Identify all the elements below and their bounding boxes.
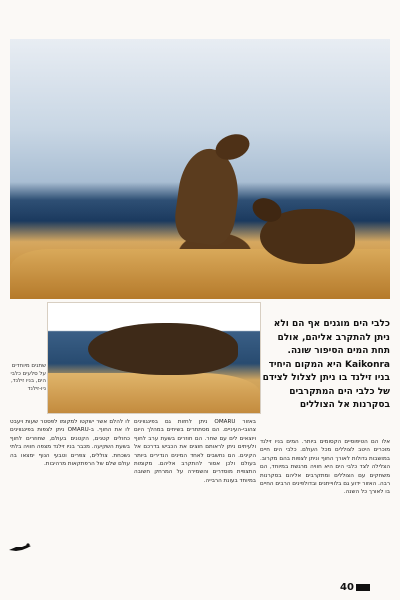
diver-icon: [8, 542, 32, 554]
sea-lions-photo: [10, 39, 390, 299]
caption-line: ניתן להתקרב אליהם, אולם: [277, 332, 390, 343]
small-photo-caption: שתנים מיוחדים על סלעים כלבי הים, בניו זילנד, ניו-זילנד: [10, 363, 46, 392]
text-column-middle: באזור OMARU ניתן לחזות גם בפינגווינים צהובי-העיניים. הם מסתתרים בשיחים במהלך היום ויוצאים לים עם שחר. הם חוזרים בשעת ערב לחוף ולעיתים ניתן לראותם חוצים את הכביש בדרכם אל הקינים. הם נחשבים לאחד המינים הנדירים ביותר בעולם ולכן אסור להתקרב אליהם. מקומות התצפית מוסדרים והשמירה על המרחק חשובה במיוחד בעונת הרבייה.: [134, 419, 256, 484]
caption-line: בסקרנות אל הצוללים: [299, 400, 390, 410]
caption-line: תחת המים הסיפור שונה.: [287, 346, 390, 356]
page-footer: [340, 582, 370, 593]
page-number: 40: [340, 582, 354, 593]
text-column-left: לו להלם אשר ישקטו למקומו לפסטר שעות ויעבט לו את החוף. ב-OMARU ניתן לצפות בפינגווינים כחולים קטנים, הקטנים בעולם, שחוזרים לחוף בשעת השקיעה. מכבר בניו זילנד מצפה חוויה בלתי נשכחת. צוללים, צפרים וטבעי הנוף ימצאו בה עולם שלם של הרפתקאות מרהיבות.: [10, 419, 130, 468]
fur-seal-resting: [88, 323, 238, 375]
rock-shore: [48, 373, 260, 413]
text-column-right: אלו הם הטיפוסיים הקסומים ביותר. המים בניו זילנד מוכרים היטב לצוללים מכל העולם. כלבי הים חיים במושבות גדולות לאורך החוף וניתן לצפות בהם מקרוב. הצלילה לצד כלבי הים היא חוויה מרגשת במיוחד, הם משחקים עם הצוללים ומתקרבים אליהם בסקרנות רבה. האזור ידוע גם בלווייתנים ובדולפינים הרבים החיים בו לאורך כל השנה.: [260, 439, 390, 496]
caption-line: בניו זילנד בו ניתן לצלול לצידם: [262, 373, 390, 383]
caption-line: Kaikonra היא המקום היחיד: [268, 359, 390, 370]
sea-lion-standing: [172, 145, 245, 247]
caption-line: כלבי הים מוגנים אף הם ולא: [273, 319, 390, 329]
fur-seal-photo: [47, 302, 261, 414]
magazine-logo-bar: [356, 584, 370, 591]
caption-line: של כלבי הים המתקרבים: [289, 386, 390, 397]
photo-caption: [262, 318, 390, 413]
